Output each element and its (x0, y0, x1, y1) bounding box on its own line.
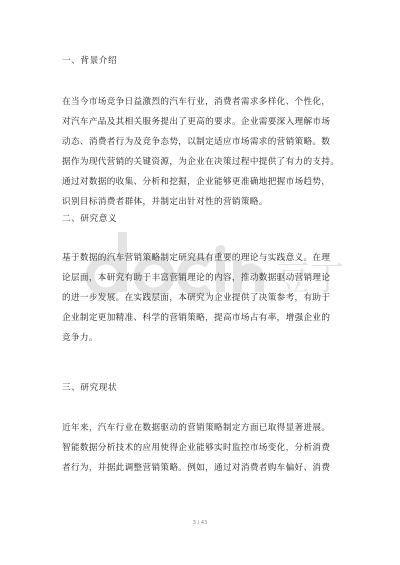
text-line: 据作为现代营销的关键资源，为企业在决策过程中提供了有力的支持。 (62, 157, 340, 167)
page-number: 3 / 43 (192, 520, 208, 526)
section-body-significance (62, 248, 350, 348)
text-line: 识别目标消费者群体，并制定出针对性的营销策略。 (62, 197, 268, 207)
text-line: 智能数据分析技术的应用使得企业能够实时监控市场变化，分析消费 (62, 443, 331, 453)
section-heading-background: 一、背景介绍 (62, 56, 118, 66)
text-line: 者行为，并据此调整营销策略。例如，通过对消费者购车偏好、消费 (62, 463, 331, 473)
text-line: 论层面，本研究有助于丰富营销理论的内容，推动数据驱动营销理论 (62, 273, 331, 283)
text-line: 基于数据的汽车营销策略制定研究具有重要的理论与实践意义。在理 (62, 253, 331, 263)
text-line: 的进一步发展。在实践层面，本研究为企业提供了决策参考，有助于 (62, 293, 331, 303)
text-line: 竞争力。 (62, 333, 98, 343)
text-line: 对汽车产品及其相关服务提出了更高的要求。企业需要深入理解市场 (62, 117, 331, 127)
svg-text:豆丁: 豆丁 (276, 259, 344, 299)
text-line: 动态、消费者行为及竞争态势，以制定适应市场需求的营销策略。数 (62, 137, 331, 147)
section-heading-status: 三、研究现状 (62, 383, 118, 393)
section-body-background (62, 92, 350, 212)
text-line: 在当今市场竞争日益激烈的汽车行业，消费者需求多样化、个性化， (62, 97, 331, 107)
section-heading-significance: 二、研究意义 (62, 214, 118, 224)
text-line: 通过对数据的收集、分析和挖掘，企业能够更准确地把握市场趋势， (62, 177, 331, 187)
text-line: 企业制定更加精准、科学的营销策略，提高市场占有率，增强企业的 (62, 313, 331, 323)
text-line: 近年来，汽车行业在数据驱动的营销策略制定方面已取得显著进展。 (62, 423, 331, 433)
section-body-status (62, 418, 350, 478)
